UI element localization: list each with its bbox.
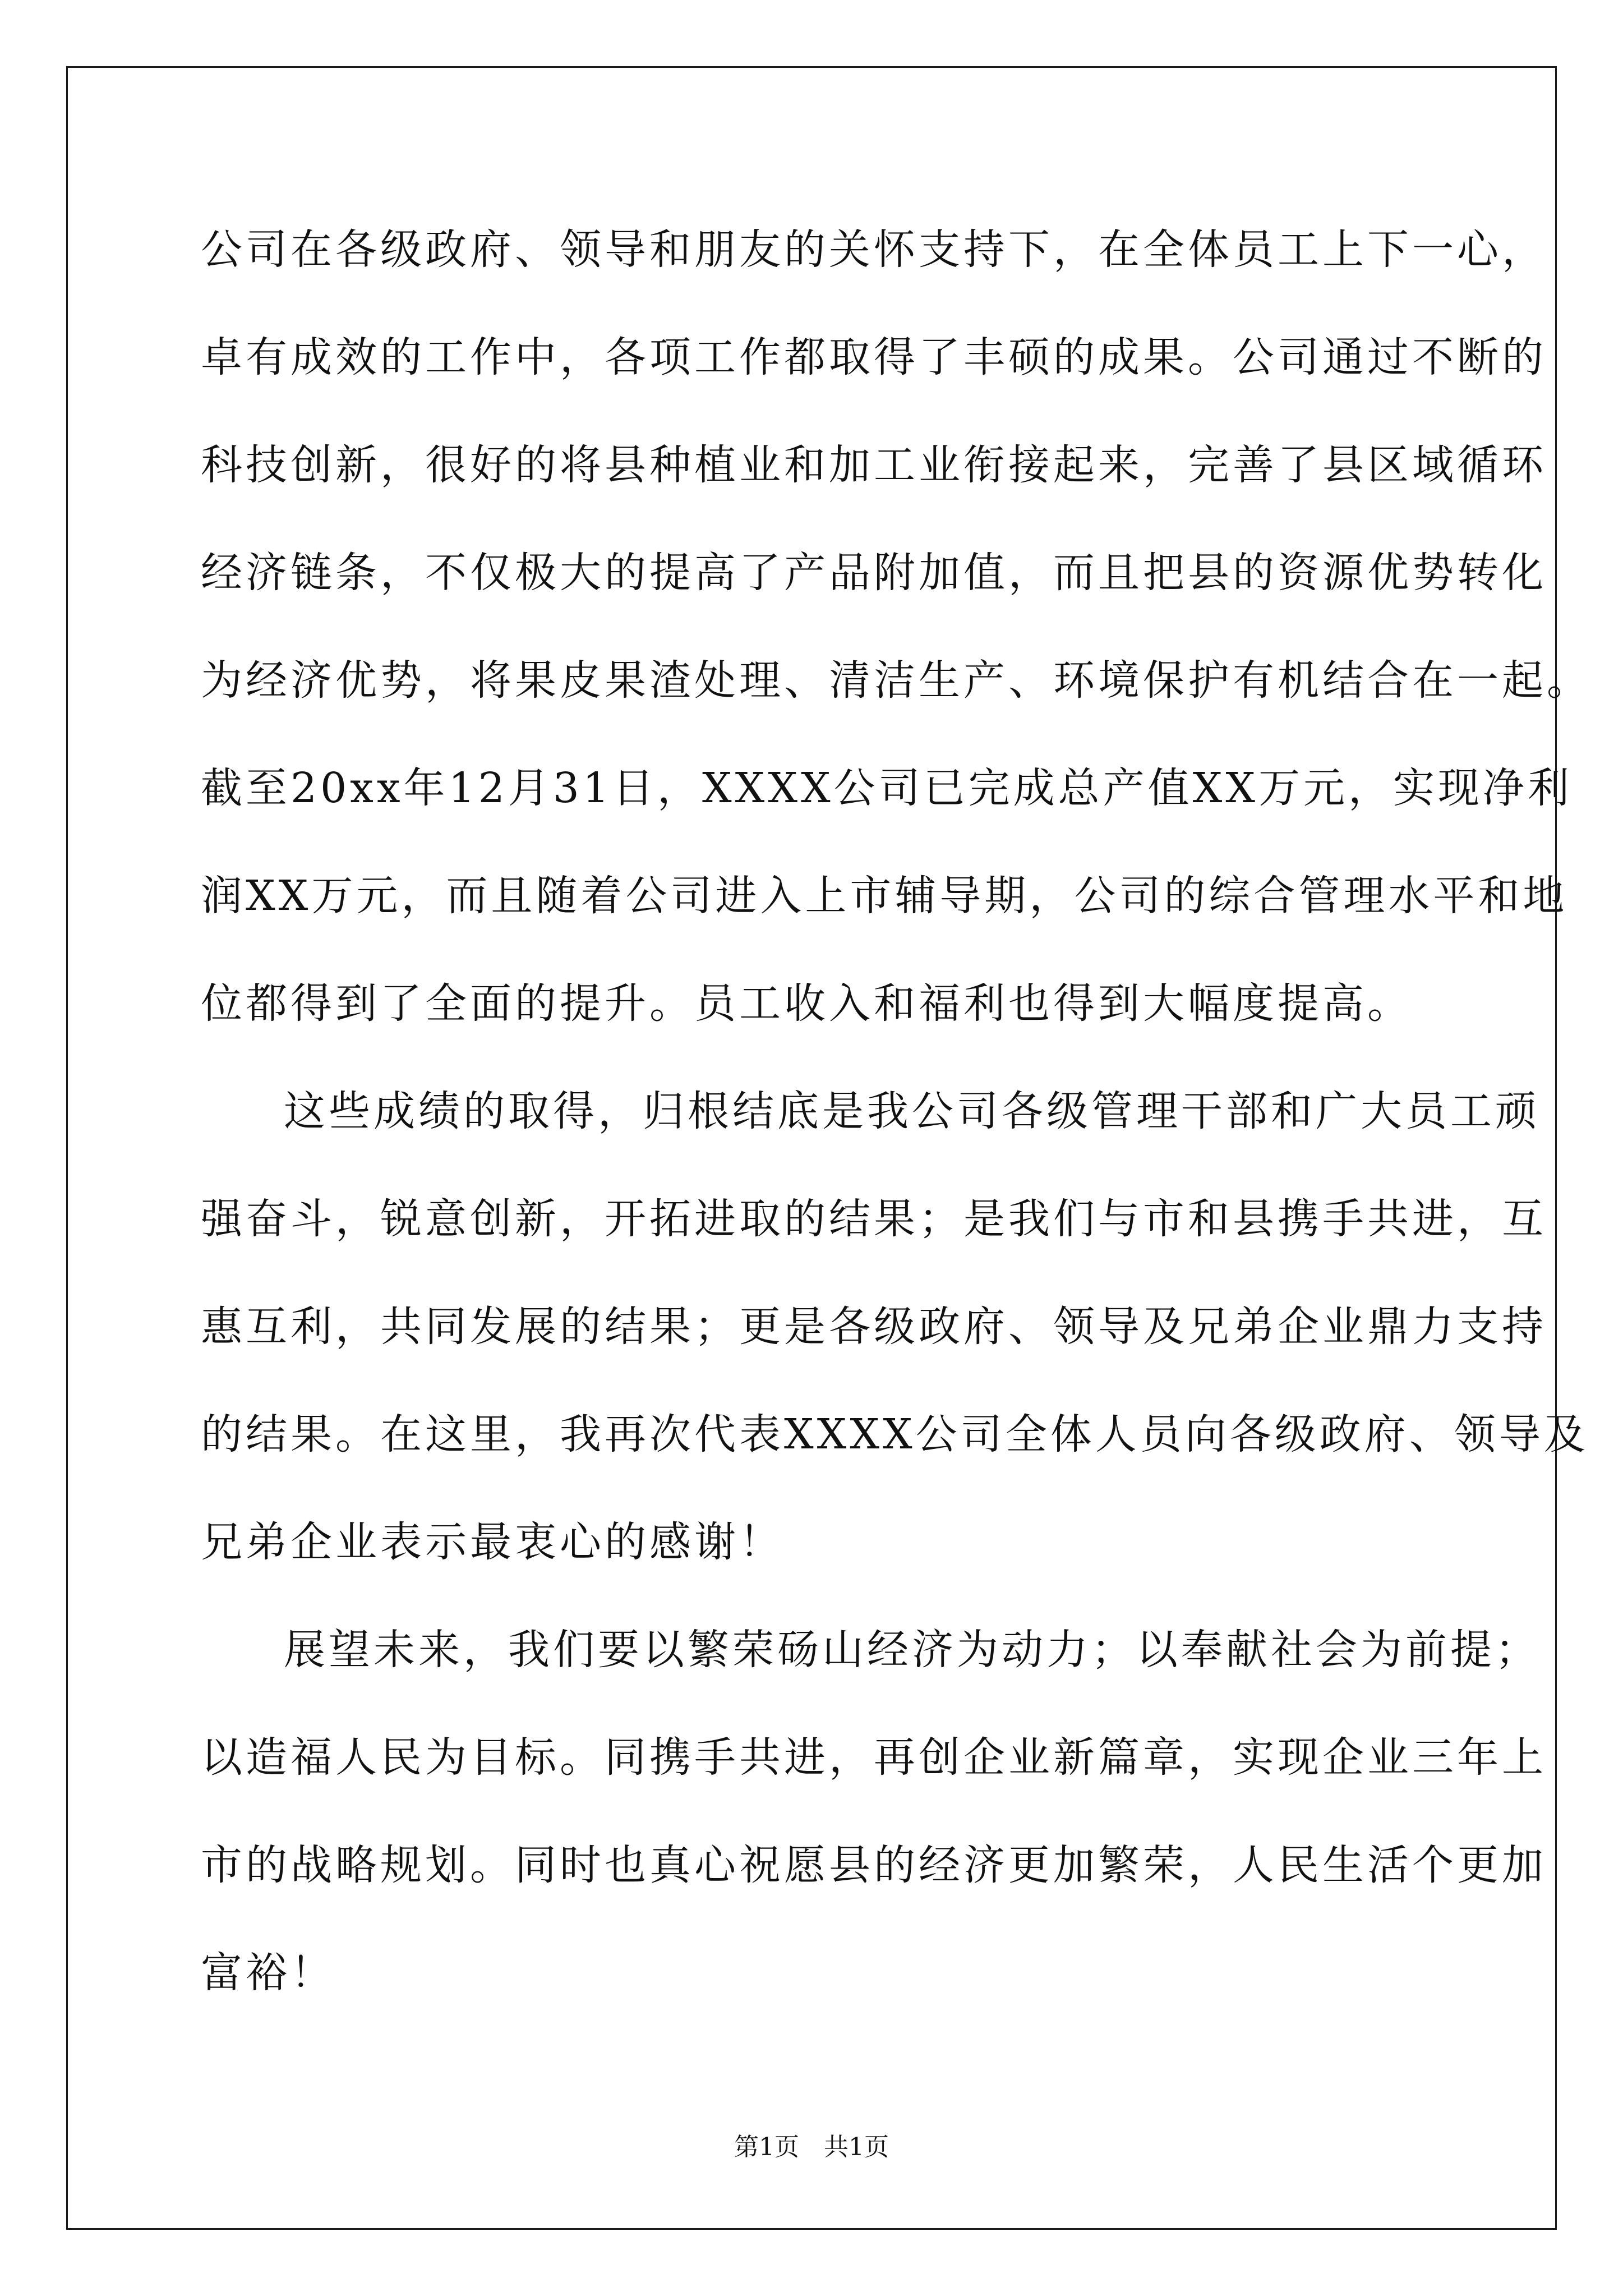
page-border — [66, 66, 1557, 2230]
text-line: 兄弟企业表示最衷心的感谢！ — [201, 1518, 784, 1566]
text-line: 以造福人民为目标。同携手共进，再创企业新篇章，实现企业三年上 — [201, 1733, 1547, 1782]
text-line: 截至20xx年12月31日，XXXX公司已完成总产值XX万元，实现净利 — [201, 764, 1573, 812]
text-line: 经济链条，不仅极大的提高了产品附加值，而且把县的资源优势转化 — [201, 549, 1547, 597]
text-line: 的结果。在这里，我再次代表XXXX公司全体人员向各级政府、领导及 — [201, 1410, 1589, 1458]
paragraph-start-line: 这些成绩的取得，归根结底是我公司各级管理干部和广大员工顽 — [284, 1087, 1540, 1135]
text-line: 位都得到了全面的提升。员工收入和福利也得到大幅度提高。 — [201, 979, 1412, 1028]
text-line: 科技创新，很好的将县种植业和加工业衔接起来，完善了县区域循环 — [201, 441, 1547, 489]
text-line: 润XX万元，而且随着公司进入上市辅导期，公司的综合管理水平和地 — [201, 872, 1568, 920]
text-line: 公司在各级政府、领导和朋友的关怀支持下，在全体员工上下一心， — [201, 226, 1547, 274]
paragraph-start-line: 展望未来，我们要以繁荣砀山经济为动力；以奉献社会为前提； — [284, 1626, 1540, 1674]
text-line: 市的战略规划。同时也真心祝愿县的经济更加繁荣，人民生活个更加 — [201, 1841, 1547, 1889]
text-line: 卓有成效的工作中，各项工作都取得了丰硕的成果。公司通过不断的 — [201, 333, 1547, 381]
text-line: 富裕！ — [201, 1949, 335, 1997]
text-line: 为经济优势，将果皮果渣处理、清洁生产、环境保护有机结合在一起。 — [201, 656, 1592, 705]
text-line: 强奋斗，锐意创新，开拓进取的结果；是我们与市和县携手共进，互 — [201, 1195, 1547, 1243]
page-number-footer: 第1页 共1页 — [734, 2133, 889, 2161]
text-line: 惠互利，共同发展的结果；更是各级政府、领导及兄弟企业鼎力支持 — [201, 1303, 1547, 1351]
